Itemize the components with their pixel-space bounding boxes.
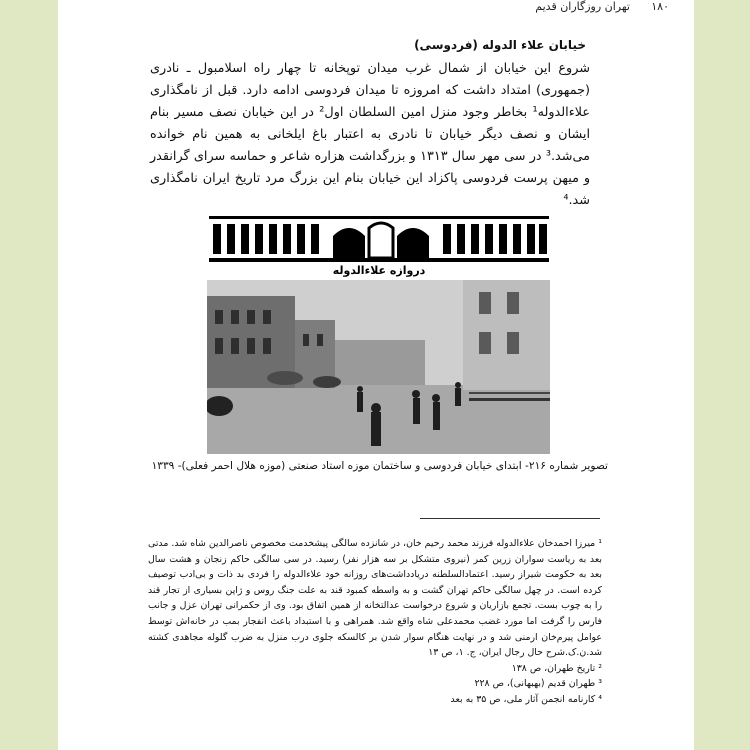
street-photo	[207, 280, 550, 454]
gate-illustration	[209, 214, 549, 262]
footnote-2: ² تاریخ طهران، ص ۱۳۸	[511, 662, 602, 674]
footnotes	[148, 536, 602, 708]
gate-caption: دروازه علاءالدوله	[332, 264, 426, 277]
page-header	[58, 0, 694, 16]
book-page	[58, 0, 694, 750]
street-photo-image	[207, 280, 550, 454]
footnote-divider	[420, 518, 600, 519]
footnote-4: ⁴ کارنامه انجمن آثار ملی، ص ۳۵ به بعد	[450, 693, 602, 705]
footnote-3: ³ طهران قدیم (بهبهانی)، ص ۲۲۸	[474, 678, 602, 690]
section-heading: خیابان علاء الدوله (فردوسی)	[414, 38, 586, 52]
running-title: تهران روزگاران قدیم	[535, 0, 630, 13]
page-number: ۱۸۰	[651, 0, 669, 13]
photo-caption: تصویر شماره ۲۱۶- ابتدای خیابان فردوسی و ساختمان موزه استاد صنعتی (موزه هلال احمر فعلی)- ۱۳۳۹	[151, 460, 608, 472]
footnote-1: ¹ میرزا احمدخان علاءالدوله فرزند محمد رحیم خان، در شانزده سالگی پیشخدمت مخصوص ناصرالدین شاه شد. مدتی بعد به ریاست سواران زرین کمر (نیروی متشکل بر سه هزار نفر) رسید. در سی سالگی حاکم زنجان و هشت سال بعد به حکومت شیراز رسید. اعتمادالسلطنه دریادداشت‌های روزانه خود علاءالدوله را فردی بد ذات و بی‌ادب توصیف کرده است. در چهل سالگی حاکم تهران گشت و به واسطه کمبود قند به علت جنگ روس و ژاپن بسیاری از تجار قند را به چوب بست. تجمع بازاریان و شروع درخواست عدالتخانه از همین اتفاق بود. وی از حکمرانی تهران عزل و جانب فارس را گرفت اما مورد غضب محمدعلی شاه واقع شد. همراهی و با استبداد باعث انفجار بمب در خانه‌اش توسط عوامل پیرم‌خان ارمنی شد و در نهایت هنگام سوار شدن بر کالسکه جلوی درب منزل به ضرب گلوله مجاهدی کشته شد.ن.ک.شرح حال رجال ایران، ج. ۱، ص ۱۳	[148, 538, 602, 659]
body-paragraph: شروع این خیابان از شمال غرب میدان توپخانه تا چهار راه اسلامبول ـ نادری (جمهوری) امتداد داشت که امروزه تا میدان فردوسی ادامه دارد. قبل از نامگذاری علاءالدوله¹ بخاطر وجود منزل امین السلطان اول² در این خیابان نصف مسیر بنام ایشان و نصف دیگر خیابان تا نادری به اعتبار باغ ایلخانی به همین نام خوانده می‌شد.³ در سی مهر سال ۱۳۱۳ و بزرگداشت هزاره شاعر و حماسه سرای گرانقدر و میهن پرست فردوسی پاکزاد این خیابان بنام این بزرگ مرد تاریخ ایران نامگذاری شد.⁴	[150, 61, 590, 208]
